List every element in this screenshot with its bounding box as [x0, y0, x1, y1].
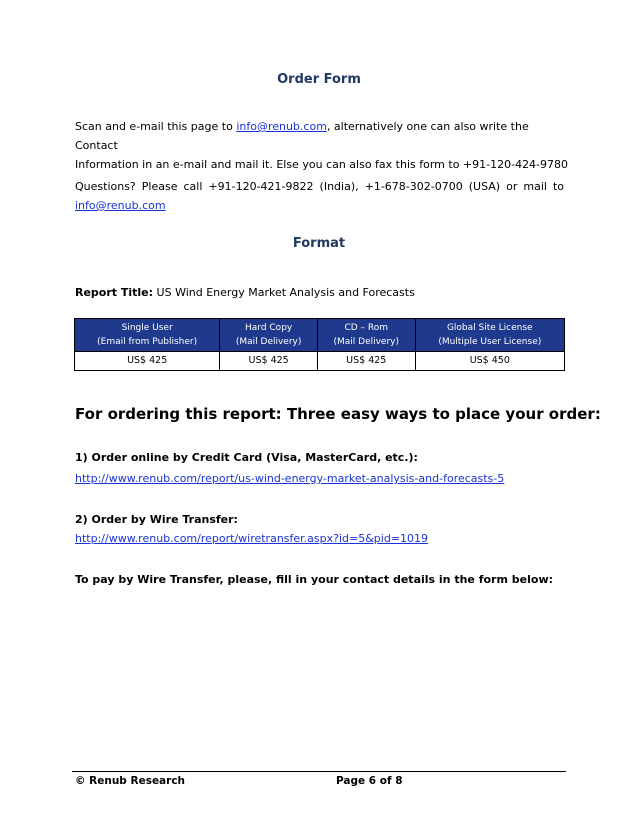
format-header-row [75, 319, 565, 352]
page-title: Order Form [277, 72, 361, 87]
price-cell: US$ 450 [415, 352, 564, 371]
format-table [74, 318, 565, 371]
intro-paragraph [75, 117, 575, 174]
report-title-label: Report Title: [75, 286, 154, 299]
col-sub: (Email from Publisher) [97, 337, 198, 347]
credit-card-order-link[interactable]: http://www.renub.com/report/us-wind-energy-market-analysis-and-forecasts-5 [75, 472, 505, 485]
col-sub: (Mail Delivery) [235, 337, 302, 347]
col-global-site-license [415, 319, 564, 352]
option2-link-wrap [75, 529, 428, 548]
intro-prefix: Scan and e-mail this page to [75, 120, 237, 133]
option1-label: 1) Order online by Credit Card (Visa, MasterCard, etc.): [75, 451, 418, 464]
report-title-value: US Wind Energy Market Analysis and Forecasts [156, 286, 415, 299]
col-name: Hard Copy [245, 323, 293, 333]
col-sub: (Mail Delivery) [333, 337, 400, 347]
col-name: Global Site License [446, 323, 533, 333]
questions-email-wrap [75, 196, 166, 215]
format-heading: Format [292, 236, 346, 251]
intro-email-link[interactable]: info@renub.com [236, 120, 327, 133]
col-single-user [75, 319, 220, 352]
col-hard-copy [220, 319, 318, 352]
intro-line-2: Information in an e-mail and mail it. Else you can also fax this form to +91-120-424-9780 [75, 158, 569, 171]
option2-label: 2) Order by Wire Transfer: [75, 513, 238, 526]
ordering-heading: For ordering this report: Three easy ways to place your order: [75, 405, 601, 423]
footer-divider [72, 771, 566, 772]
wire-transfer-note: To pay by Wire Transfer, please, fill in your contact details in the form below: [75, 573, 554, 586]
option1-link-wrap [75, 469, 504, 488]
col-cd-rom [317, 319, 415, 352]
price-cell: US$ 425 [220, 352, 318, 371]
format-price-row [75, 352, 565, 371]
intro-suffix: , alternatively one can also write the Contact [75, 120, 529, 152]
wire-transfer-link[interactable]: http://www.renub.com/report/wiretransfer.aspx?id=5&pid=1019 [75, 532, 429, 545]
price-cell: US$ 425 [317, 352, 415, 371]
questions-line: Questions? Please call +91-120-421-9822 (India), +1-678-302-0700 (USA) or mail to [75, 180, 564, 193]
report-title-line [75, 283, 415, 302]
col-name: Single User [121, 323, 173, 333]
col-name: CD – Rom [344, 323, 389, 333]
footer-copyright: © Renub Research [75, 775, 186, 787]
intro-line-1 [75, 117, 575, 155]
price-cell: US$ 425 [75, 352, 220, 371]
col-sub: (Multiple User License) [438, 337, 542, 347]
footer-page-number: Page 6 of 8 [336, 775, 403, 787]
questions-email-link[interactable]: info@renub.com [75, 199, 166, 212]
